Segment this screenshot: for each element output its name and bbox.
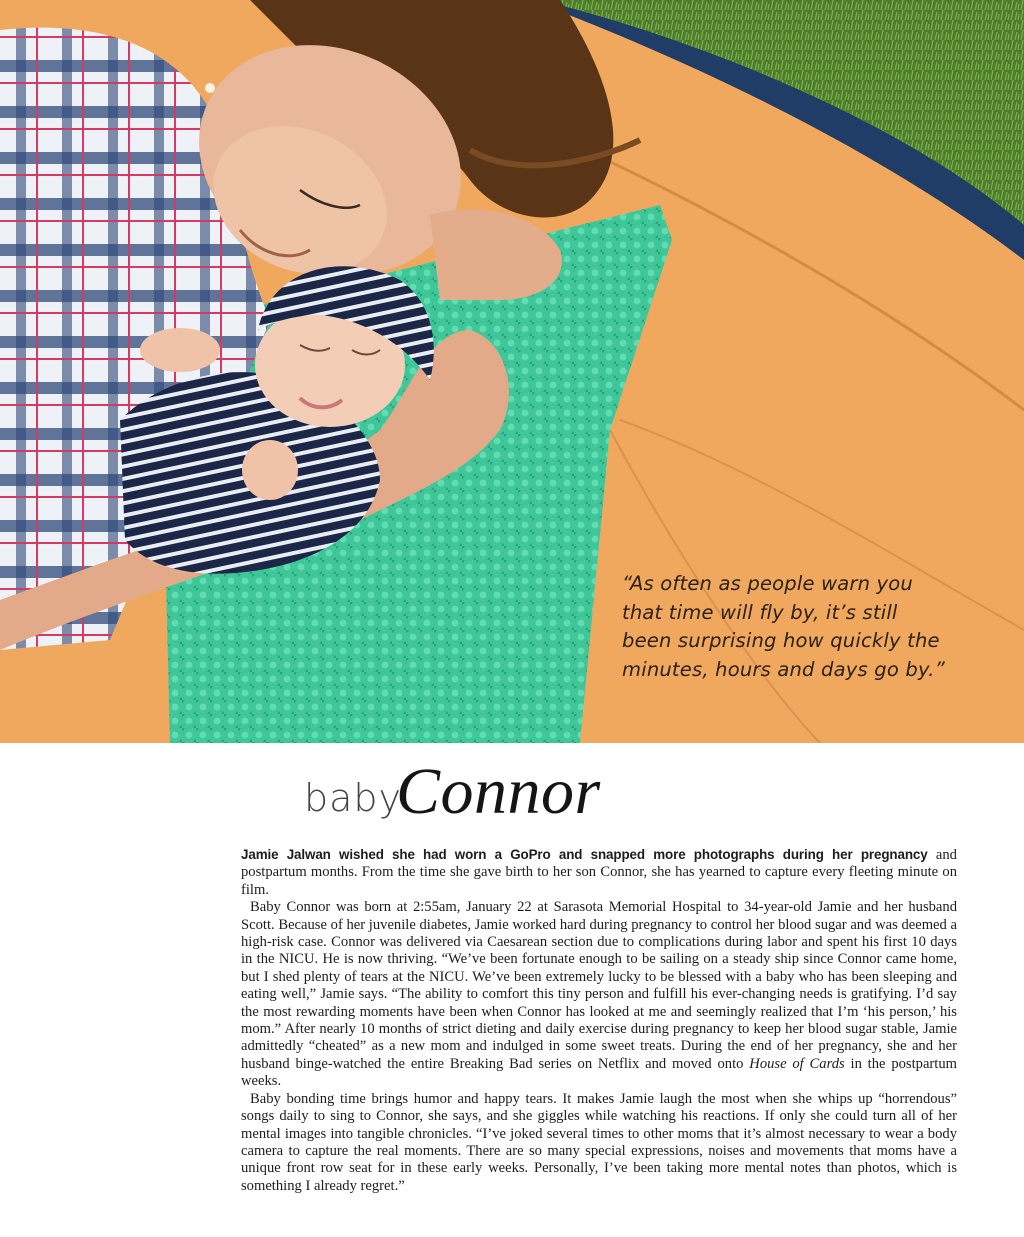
lead-in: Jamie Jalwan wished she had worn a GoPro and snapped more photographs during her pregnancy <box>241 847 928 862</box>
paragraph-2-end: in the postpartum weeks. <box>241 1055 957 1090</box>
paragraph-2 <box>241 899 957 1090</box>
title-prefix: baby <box>304 776 403 820</box>
paragraph-1 <box>241 846 957 899</box>
article-body <box>241 846 957 1195</box>
pull-quote <box>622 570 952 684</box>
pull-quote-line: minutes, hours and days go by.” <box>622 657 945 681</box>
paragraph-3: Baby bonding time brings humor and happy tears. It makes Jamie laugh the most when she whips up “horrendous” songs daily to sing to Connor, she says, and she giggles while watching his reactions. If only she could turn all of her mental images into tangible chronicles. “I’ve joked several times to other moms that it’s almost necessary to wear a body camera to capture the real moments. There are so many special expressions, noises and movements that moms have a unique front row seat for in these early weeks. Personally, I’ve been taking more mental notes than photos, which is something I already regret.” <box>241 1090 957 1194</box>
show-title: House of Cards <box>749 1055 845 1072</box>
paragraph-2-text: Baby Connor was born at 2:55am, January 22 at Sarasota Memorial Hospital to 34-year-old Jamie and her husband Scott. Because of her juvenile diabetes, Jamie worked hard during pregnancy to control her blood sugar and was deemed a high-risk case. Connor was delivered via Caesarean section due to complications during labor and spent his first 10 days in the NICU. He is now thriving. “We’ve been fortunate enough to be sailing on a steady ship since Connor came home, but I shed plenty of tears at the NICU. We’ve been extremely lucky to be blessed with a baby who has been sleeping and eating well,” Jamie says. “The ability to comfort this tiny person and fulfill his ever-changing needs is gratifying. I’d say the most rewarding moments have been when Connor has looked at me and seemingly realized that I’m ‘his person,’ his mom.” After nearly 10 months of strict dieting and daily exercise during pregnancy to keep her blood sugar stable, Jamie admittedly “cheated” as a new mom and indulged in some sweet treats. During the end of her pregnancy, she and her husband binge-watched the entire Breaking Bad series on Netflix and moved onto <box>241 899 957 1072</box>
title-name: Connor <box>396 755 601 828</box>
pull-quote-line: that time will fly by, it’s still <box>622 600 898 624</box>
pull-quote-line: been surprising how quickly the <box>622 629 940 652</box>
pull-quote-line: “As often as people warn you <box>622 572 913 595</box>
paragraph-1-text: and postpartum months. From the time she gave birth to her son Connor, she has yearned to capture every fleeting minute on film. <box>241 847 957 898</box>
article-title <box>300 755 720 840</box>
